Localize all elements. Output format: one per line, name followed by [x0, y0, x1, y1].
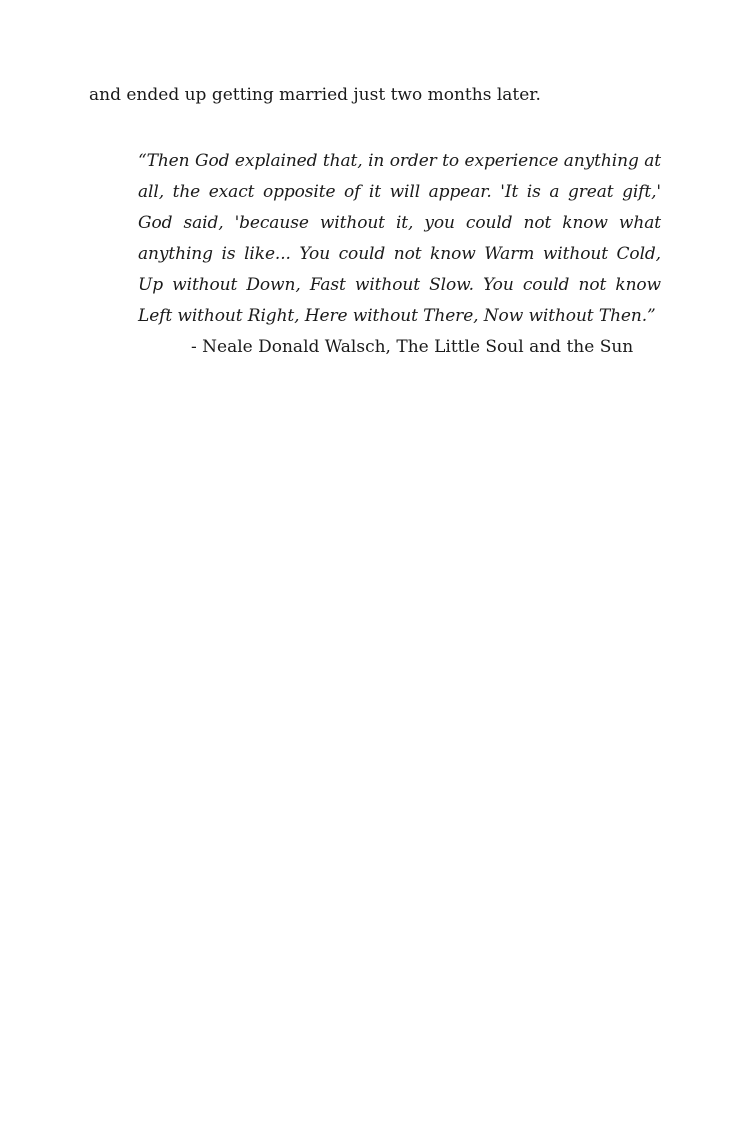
block-quote [138, 146, 661, 363]
quote-attribution: - Neale Donald Walsch, The Little Soul and the Sun [191, 337, 634, 357]
body-paragraph: and ended up getting married just two months later. [89, 85, 541, 105]
quote-text: “Then God explained that, in order to experience anything at all, the exact opposite of it will appear. 'It is a great gift,' God said, 'because without it, you could not know what anything is like... You could not know Warm without Cold, Up without Down, Fast without Slow. You could not know Left without Right, Here without There, Now without Then.” [138, 151, 661, 326]
